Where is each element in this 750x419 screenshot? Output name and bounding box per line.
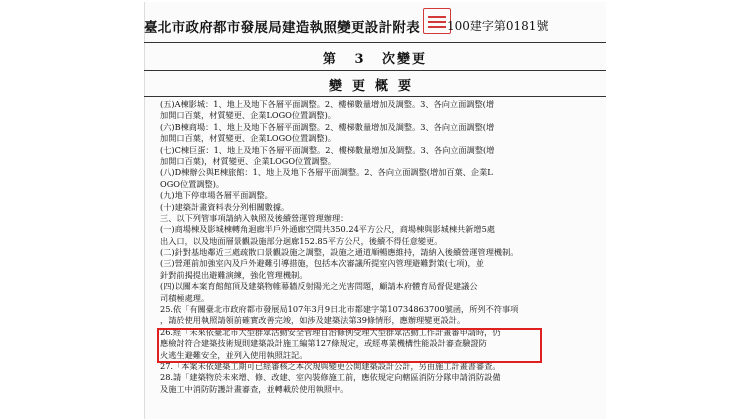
text-line: 27.「本案未依建築工期可已經審核之本次規與變更公開建築設計公計，另由施工計畫書審查。	[160, 360, 501, 371]
text-line: (七)C棟巨蛋：1、地上及地下各層平面調整。2、樓梯數量增加及調整。3、各向立面調整(增	[160, 144, 495, 155]
divider	[144, 96, 606, 97]
text-line: 28.請「建築物於未來增、修、改建、室內裝修施工前，應依規定向轄區消防分隊申請消防設備	[160, 372, 501, 383]
document-header	[144, 2, 606, 40]
highlight-box	[157, 328, 542, 363]
text-line: (二)針對基地鄰近三處疏散口景觀設施之調整，設施之通道順暢應維持，請納入後續營運管理機制。	[160, 247, 519, 258]
document-page	[144, 2, 606, 419]
text-line: 針對前揭提出避難演練，強化管理機制。	[160, 269, 308, 280]
text-line: (十)建築計畫資料表分列相關數據。	[160, 201, 290, 212]
text-line: 應檢討符合建築技術規則建築設計施工編第127條規定，或經專業機構性能設計審查驗證防	[160, 338, 487, 349]
divider	[144, 70, 606, 71]
text-line: (九)地下停車場各層平面調整。	[160, 190, 273, 201]
revision-prefix: 第	[322, 52, 338, 67]
text-line: OGO位置調整)。	[160, 178, 225, 189]
text-line: 25.依「有關臺北市政府都市發展局107年3月9日北市都建字第10734863700號函，所列不符事項	[160, 304, 519, 315]
text-line: 火逃生避難安全，並列入使用執照註記。	[160, 349, 308, 360]
text-line: (八)D棟辦公與E棟旅館：1、地上及地下各層平面調整。2、各向立面調整(增加百葉、企業L	[160, 167, 493, 178]
divider	[144, 42, 606, 43]
revision-number: 3	[354, 52, 366, 67]
permit-number: 100建字第0181號	[447, 19, 549, 33]
text-line: 司積極處理。	[160, 292, 210, 303]
text-line: (六)B棟商場：1、地上及地下各層平面調整。2、樓梯數量增加及調整。3、各向立面調整(增	[160, 121, 495, 132]
revision-suffix: 次變更	[382, 52, 428, 67]
text-line: 出入口，以及地面層景觀設施部分迴廊152.85平方公尺，後續不得任意變更。	[160, 235, 443, 246]
text-line: 及施工中消防防護計畫審查，並轉載於使用執照中。	[160, 383, 349, 394]
text-line: 加開口百葉，材質變更、企業LOGO位置調整)。	[160, 133, 336, 144]
document-title: 臺北市政府都市發展局建造執照變更設計附表	[144, 20, 420, 36]
text-line: 三、以下列管事項請納入執照及後續營運管理辦理：	[160, 212, 349, 223]
text-line: (一)商場棟及影城棟轉角迴廊半戶外通廊空間共350.24平方公尺，商場棟與影城棟共新增5處	[160, 224, 495, 235]
text-line: (三)營運前加強室內及戶外避難引導措施，包括本次審議所提室內管理避難對策(七項)，並	[160, 258, 484, 269]
text-line: ，請於使用執照請領前確實改善完竣，如涉及建築法第39條情形，應辦理變更設計。	[160, 315, 466, 326]
text-line: (四)以關本案育館館頂及建築物帷幕牆反射陽光之光害問題，顧請本府體育局督促建議公	[160, 281, 478, 292]
text-line: (五)A棟影城：1、地上及地下各層平面調整。2、樓梯數量增加及調整。3、各向立面調整(增	[160, 99, 495, 109]
text-line: 加開口百葉，材質變更、企業LOGO位置調整)。	[160, 110, 336, 121]
revision-heading	[144, 48, 606, 67]
summary-heading: 變更概要	[328, 79, 421, 94]
text-line: 加開口百葉)，材質變更、企業LOGO位置調整。	[160, 155, 336, 166]
text-line: 26.經「未來依臺北市大型群眾活動安全管理自治條例受理大型群眾活動工作計畫審申請時，仍	[160, 326, 501, 337]
